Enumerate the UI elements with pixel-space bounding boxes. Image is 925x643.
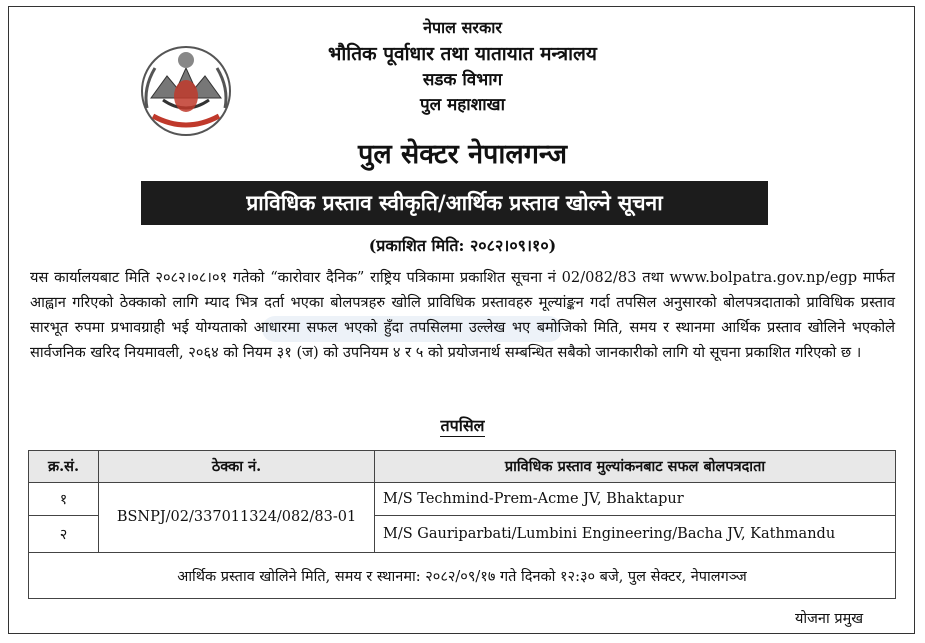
column-header-bidder: प्राविधिक प्रस्ताव मुल्यांकनबाट सफल बोलपत्रदाता — [375, 451, 896, 483]
column-header-contract: ठेक्का नं. — [99, 451, 375, 483]
bidder-name: M/S Gauriparbati/Lumbini Engineering/Bacha JV, Kathmandu — [375, 516, 896, 553]
schedule-heading: तपसिल — [440, 416, 485, 435]
row-sn: २ — [29, 516, 99, 553]
table-footer-row — [29, 553, 896, 599]
contract-number: BSNPJ/02/337011324/082/83-01 — [99, 482, 375, 553]
notice-title-banner — [141, 181, 768, 225]
table-header-row — [29, 451, 896, 483]
column-header-sn: क्र.सं. — [29, 451, 99, 483]
notice-body: यस कार्यालयबाट मिति २०८२।०८।०१ गतेको “कारोवार दैनिक” राष्ट्रिय पत्रिकामा प्रकाशित सूचना नं 02/082/83 तथा www.bolpatra.gov.np/egp मार्फत आह्वान गरिएको ठेक्काको लागि म्याद भित्र दर्ता भएका बोलपत्रहरु खोलि प्राविधिक प्रस्तावहरु मूल्यांङ्कन गर्दा तपसिल अनुसारको बोलपत्रदाताको प्राविधिक प्रस्ताव सारभूत रुपमा प्रभावग्राही भई योग्यताको आधारमा सफल भएको हुँदा तपसिलमा उल्लेख भए बमोजिको मिति, समय र स्थानमा आर्थिक प्रस्ताव खोलिने भएकोले सार्वजनिक खरिद नियमावली, २०६४ को नियम ३१ (ज) को उपनियम ४ र ५ को प्रयोजनार्थ सम्बन्धित सबैको जानकारीको लागि यो सूचना प्रकाशित गरिएको छ । — [30, 269, 895, 361]
notice-title: प्राविधिक प्रस्ताव स्वीकृति/आर्थिक प्रस्ताव खोल्ने सूचना — [246, 190, 663, 215]
schedule-heading-wrap — [0, 414, 925, 436]
department-title: सडक विभाग — [422, 70, 503, 90]
bidder-name: M/S Techmind-Prem-Acme JV, Bhaktapur — [375, 482, 896, 516]
row-sn: १ — [29, 482, 99, 516]
published-date: (प्रकाशित मिति: २०८२।०९।१०) — [368, 236, 557, 255]
schedule-table — [28, 450, 896, 599]
signature-title: योजना प्रमुख — [795, 611, 864, 627]
office-title: पुल सेक्टर नेपालगन्ज — [358, 139, 567, 170]
table-row — [29, 482, 896, 516]
opening-schedule: आर्थिक प्रस्ताव खोलिने मिति, समय र स्थानमा: २०८२/०९/१७ गते दिनको १२:३० बजे, पुल सेक्टर, नेपालगञ्ज — [29, 553, 896, 599]
division-title: पुल महाशाखा — [420, 95, 505, 115]
government-title: नेपाल सरकार — [423, 18, 502, 37]
ministry-title: भौतिक पूर्वाधार तथा यातायात मन्त्रालय — [328, 43, 597, 65]
